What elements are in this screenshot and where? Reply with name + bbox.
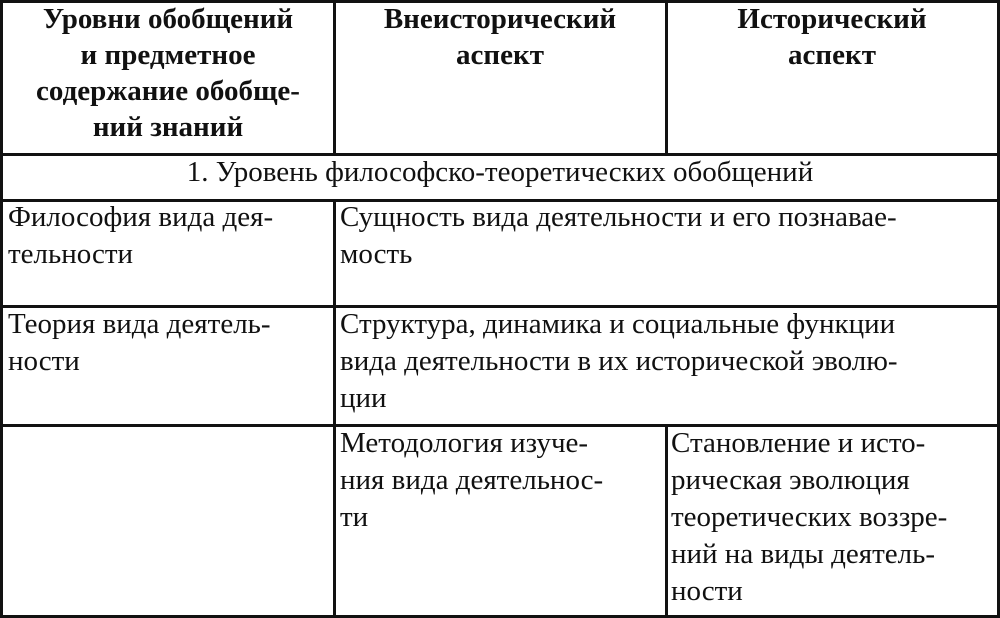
header-historical-aspect: Исторический аспект [737, 3, 927, 71]
row-philosophy-left: Философия вида дея- тельности [8, 201, 274, 270]
row-methodology-content: Методология изуче- ния вида деятельнос- ти [340, 427, 604, 533]
header-levels: Уровни обобщений и предметное содержание обобще- ний знаний [36, 3, 300, 143]
section-title: 1. Уровень философско-теоретических обобщений [186, 156, 814, 188]
row-historical-evolution-content: Становление и исто- рическая эволюция теоретических воззре- ний на виды деятель- ности [671, 427, 948, 607]
row-philosophy-content: Сущность вида деятельности и его познавае- мость [340, 201, 897, 270]
table-rule-col2-body [665, 425, 668, 618]
header-ahistorical-aspect: Внеисторический аспект [383, 3, 617, 71]
table-rule-left [0, 0, 3, 618]
row-theory-content: Структура, динамика и социальные функции вида деятельности в их исторической эволю- ции [340, 308, 898, 414]
row-theory-left: Теория вида деятель- ности [8, 308, 271, 377]
table-rule-col1-body [333, 200, 336, 618]
